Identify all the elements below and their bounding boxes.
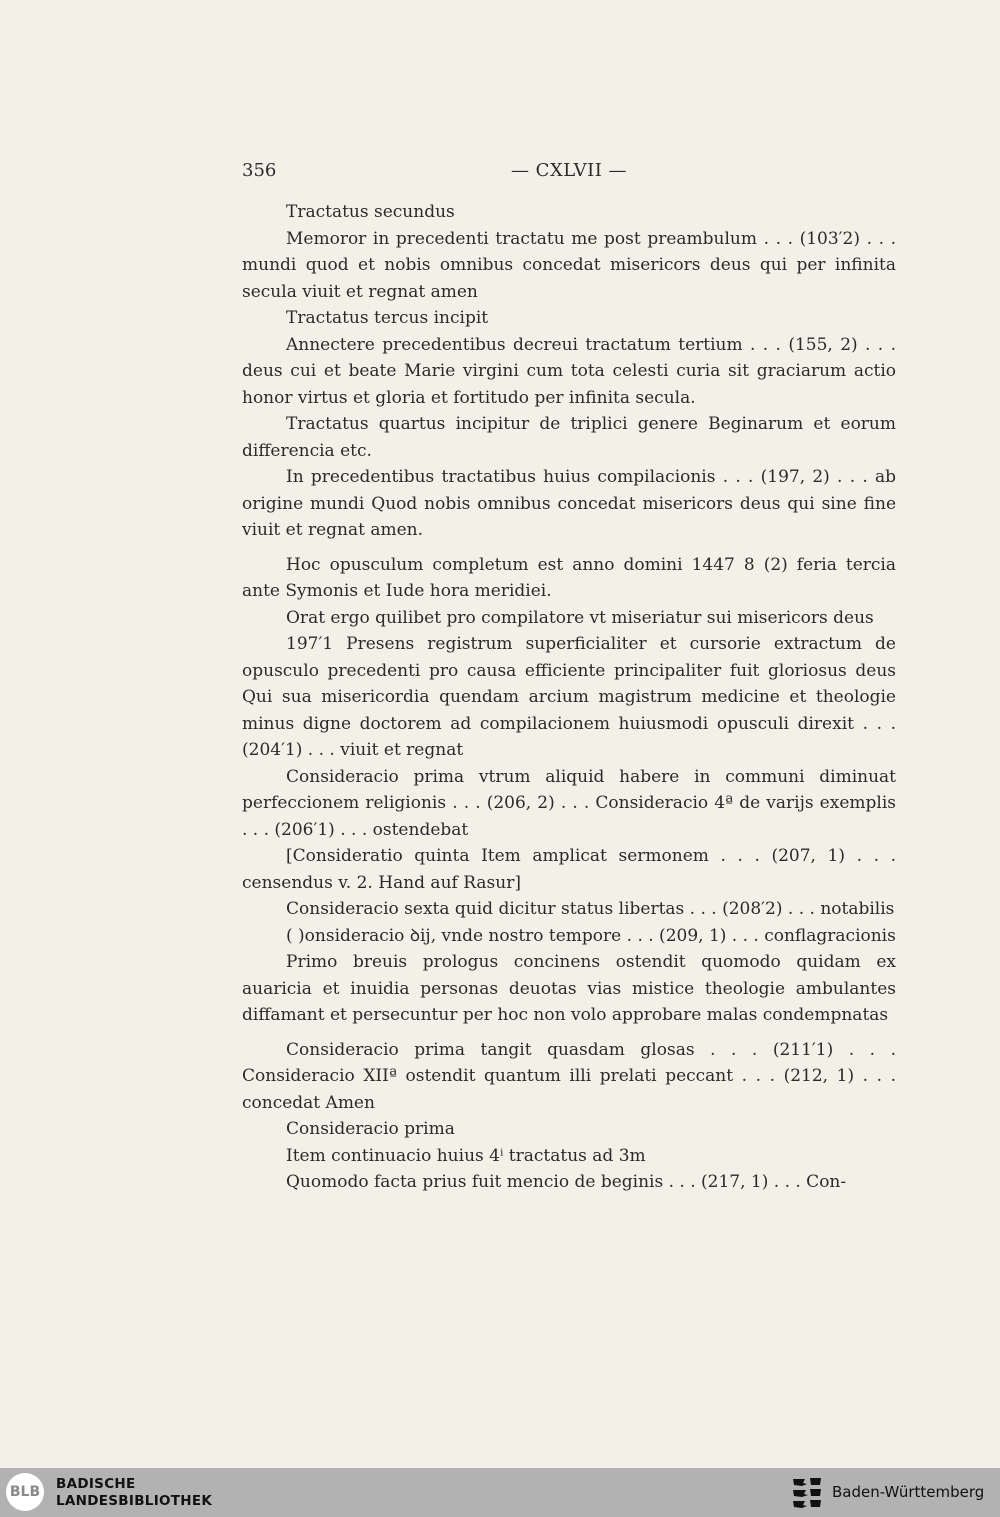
paragraph: Tractatus secundus [286, 202, 455, 222]
paragraph: Consideracio prima [286, 1119, 455, 1139]
paragraph: Consideracio prima tangit quasdam glosas . . . (211′1) . . . Consideracio XIIª ostendit quantum illi prelati peccant . . . (212, 1) . . . concedat Amen [242, 1039, 896, 1113]
page-number: 356 [242, 160, 277, 181]
paragraph: Tractatus quartus incipitur de triplici genere Beginarum et eorum differencia etc. [242, 414, 896, 461]
paragraph: Item continuacio huius 4ⁱ tractatus ad 3m [286, 1145, 646, 1166]
paragraph: Consideracio sexta quid dicitur status libertas . . . (208′2) . . . notabilis [286, 899, 895, 919]
paragraph: Tractatus tercus incipit [286, 308, 489, 328]
paragraph: 197′1 Presens registrum superficialiter et cursorie extractum de opusculo precedenti pro causa efficiente principaliter fuit gloriosus deus Qui sua misericordia quendam arcium magistrum medicine et theologie minus digne doctorem ad compilacionem huiusmodi opusculi direxit . . . (204′1) . . . viuit et regnat [242, 634, 896, 760]
page-header [242, 160, 896, 186]
paragraph: Quomodo facta prius fuit mencio de beginis . . . (217, 1) . . . Con- [286, 1172, 847, 1192]
blb-logo[interactable]: BLB [6, 1473, 44, 1511]
baden-wuerttemberg-lions-icon [790, 1475, 824, 1511]
paragraph: In precedentibus tractatibus huius compilacionis . . . (197, 2) . . . ab origine mundi Quod nobis omnibus concedat misericors deus qui sine fine viuit et regnat amen. [242, 467, 896, 540]
paragraph: Consideracio prima vtrum aliquid habere in communi diminuat perfeccionem religionis . . . (206, 2) . . . Consideracio 4ª de varijs exemplis . . . (206′1) . . . ostendebat [242, 766, 896, 840]
paragraph: Hoc opusculum completum est anno domini 1447 8 (2) feria tercia ante Symonis et Iude hora meridiei. [242, 554, 896, 601]
body-text [242, 199, 896, 1196]
footer-bar [0, 1468, 1000, 1517]
library-name-line1: BADISCHE [56, 1476, 136, 1492]
state-label[interactable]: Baden-Württemberg [832, 1483, 985, 1501]
paragraph: Annectere precedentibus decreui tractatum tertium . . . (155, 2) . . . deus cui et beate Marie virgini cum tota celesti curia sit graciarum actio honor virtus et gloria et fortitudo per infinita secula. [242, 334, 896, 408]
library-name[interactable] [56, 1476, 212, 1510]
paragraph: Primo breuis prologus concinens ostendit quomodo quidam ex auaricia et inuidia personas deuotas vias mistice theologie ambulantes diffamant et persecuntur per hoc non volo approbare malas condempnatas [242, 952, 896, 1025]
paragraph: Orat ergo quilibet pro compilatore vt miseriatur sui misericors deus [286, 607, 874, 628]
paragraph: Memoror in precedenti tractatu me post preambulum . . . (103′2) . . . mundi quod et nobis omnibus concedat misericors deus qui per infinita secula viuit et regnat amen [242, 228, 896, 302]
library-name-line2: LANDESBIBLIOTHEK [56, 1493, 213, 1509]
paragraph: [Consideratio quinta Item amplicat sermonem . . . (207, 1) . . . censendus v. 2. Hand auf Rasur] [242, 846, 896, 893]
paragraph: ( )onsideracio ꝺij, vnde nostro tempore . . . (209, 1) . . . conflagracionis [286, 925, 896, 946]
chapter-heading: — CXLVII — [510, 160, 628, 181]
